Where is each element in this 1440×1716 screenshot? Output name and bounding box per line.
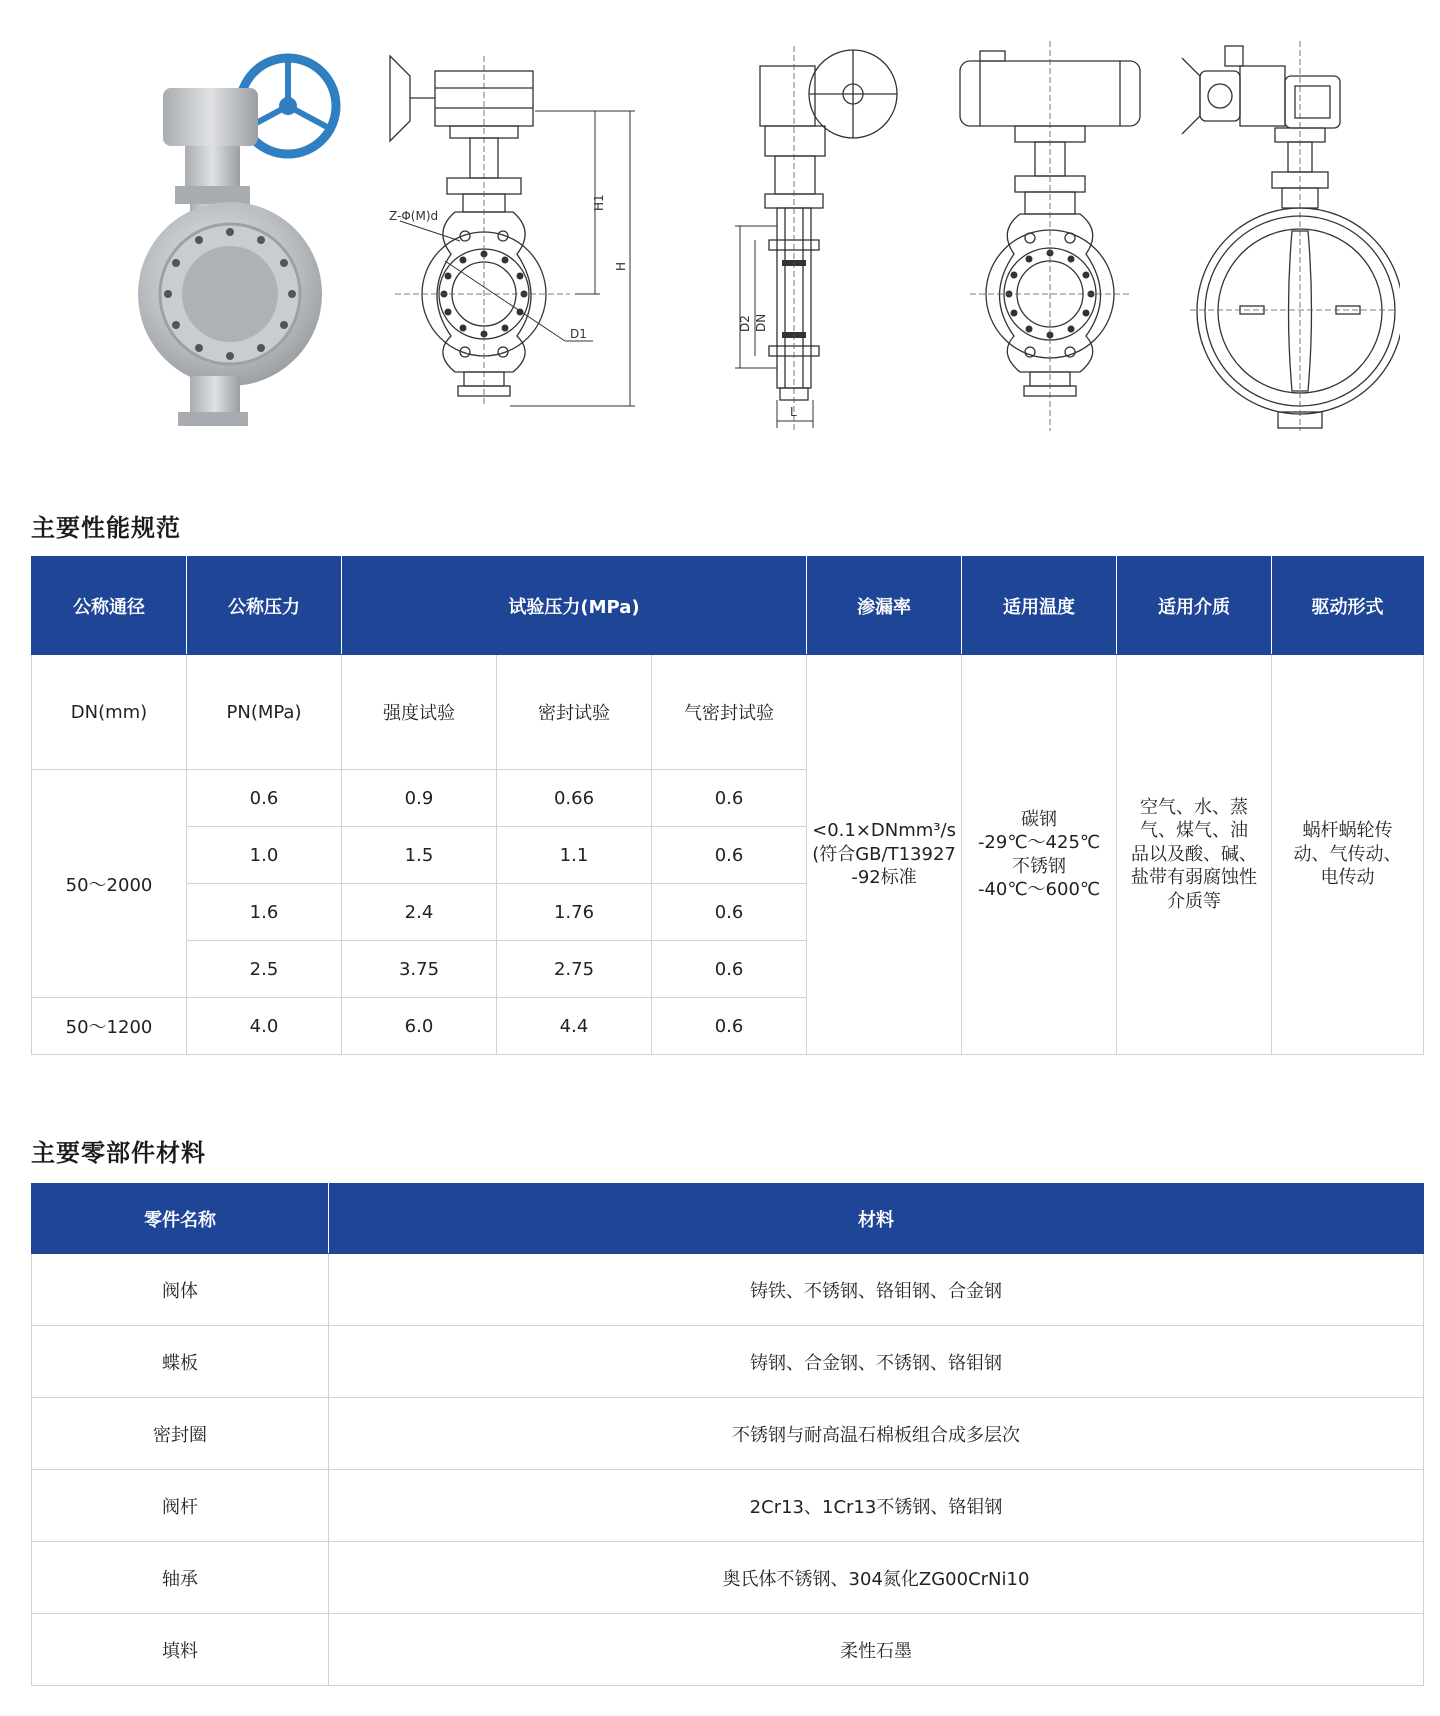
strength-cell: 1.5 [342, 827, 497, 884]
material-cell: 柔性石墨 [329, 1614, 1424, 1686]
table-row [32, 1470, 1424, 1542]
performance-table [31, 556, 1424, 1055]
header-test-pressure: 试验压力(MPa) [342, 557, 807, 655]
air-seal-cell: 0.6 [652, 884, 807, 941]
media-line-2: 气、煤气、油 [1140, 820, 1249, 842]
side-section-drawing [735, 36, 910, 436]
part-name-cell: 填料 [32, 1614, 329, 1686]
air-seal-cell: 0.6 [652, 770, 807, 827]
part-name-cell: 阀体 [32, 1254, 329, 1326]
header-part-name: 零件名称 [32, 1184, 329, 1254]
strength-cell: 6.0 [342, 998, 497, 1055]
seal-cell: 4.4 [497, 998, 652, 1055]
air-seal-cell: 0.6 [652, 998, 807, 1055]
subheader-strength: 强度试验 [342, 655, 497, 770]
table-row [32, 1398, 1424, 1470]
pn-cell: 2.5 [187, 941, 342, 998]
temperature-cell [962, 655, 1117, 1055]
table-row [32, 1326, 1424, 1398]
subheader-air-seal: 气密封试验 [652, 655, 807, 770]
strength-cell: 0.9 [342, 770, 497, 827]
material-cell: 铸铁、不锈钢、铬钼钢、合金钢 [329, 1254, 1424, 1326]
dim-label-h1: H1 [592, 194, 606, 211]
drive-line-3: 电传动 [1320, 867, 1375, 889]
temp-line-2: -29℃～425℃ [977, 832, 1101, 854]
seal-cell: 0.66 [497, 770, 652, 827]
dim-label-d2: D2 [738, 315, 752, 332]
subheader-pn: PN(MPa) [187, 655, 342, 770]
part-name-cell: 密封圈 [32, 1398, 329, 1470]
media-line-5: 介质等 [1167, 890, 1222, 912]
subheader-dn: DN(mm) [32, 655, 187, 770]
media-line-1: 空气、水、蒸 [1140, 797, 1249, 819]
dn-range-cell: 50～1200 [32, 998, 187, 1055]
pn-cell: 4.0 [187, 998, 342, 1055]
material-cell: 奥氏体不锈钢、304氮化ZG00CrNi10 [329, 1542, 1424, 1614]
subheader-seal: 密封试验 [497, 655, 652, 770]
pneumatic-actuator-drawing [950, 36, 1150, 436]
leak-line-1: <0.1×DNmm³/s [812, 820, 956, 842]
dn-range-cell: 50～2000 [32, 770, 187, 998]
temp-line-1: 碳钢 [1021, 808, 1058, 830]
part-name-cell: 阀杆 [32, 1470, 329, 1542]
dim-label-d1: D1 [570, 327, 587, 341]
dim-label-bolt: Z-Φ(M)d [389, 209, 439, 223]
materials-header-row [32, 1184, 1424, 1254]
pn-cell: 1.6 [187, 884, 342, 941]
material-cell: 不锈钢与耐高温石棉板组合成多层次 [329, 1398, 1424, 1470]
part-name-cell: 轴承 [32, 1542, 329, 1614]
material-cell: 铸钢、合金钢、不锈钢、铬钼钢 [329, 1326, 1424, 1398]
media-line-4: 盐带有弱腐蚀性 [1131, 867, 1258, 889]
pn-cell: 1.0 [187, 827, 342, 884]
material-cell: 2Cr13、1Cr13不锈钢、铬钼钢 [329, 1470, 1424, 1542]
leak-line-2: (符合GB/T13927 [812, 843, 956, 865]
header-dn: 公称通径 [32, 557, 187, 655]
leak-rate-cell [807, 655, 962, 1055]
leak-line-3: -92标准 [851, 867, 917, 889]
temp-line-3: 不锈钢 [1012, 855, 1067, 877]
header-leak-rate: 渗漏率 [807, 557, 962, 655]
header-pn: 公称压力 [187, 557, 342, 655]
pn-cell: 0.6 [187, 770, 342, 827]
seal-cell: 1.1 [497, 827, 652, 884]
drive-cell [1272, 655, 1424, 1055]
drive-line-2: 动、气传动、 [1293, 843, 1402, 865]
air-seal-cell: 0.6 [652, 941, 807, 998]
strength-cell: 2.4 [342, 884, 497, 941]
performance-header-row [32, 557, 1424, 655]
seal-cell: 1.76 [497, 884, 652, 941]
media-cell [1117, 655, 1272, 1055]
materials-section-title: 主要零部件材料 [31, 1139, 206, 1167]
media-line-3: 品以及酸、碱、 [1131, 843, 1258, 865]
performance-subheader-row [32, 655, 1424, 770]
table-row [32, 1614, 1424, 1686]
drive-line-1: 蜗杆蜗轮传 [1302, 820, 1393, 842]
valve-photo [130, 36, 345, 436]
dim-label-l: L [790, 405, 797, 419]
air-seal-cell: 0.6 [652, 827, 807, 884]
strength-cell: 3.75 [342, 941, 497, 998]
dim-label-h: H [614, 261, 628, 271]
temp-line-4: -40℃～600℃ [977, 878, 1101, 900]
table-row [32, 1542, 1424, 1614]
product-figures [130, 36, 1330, 446]
header-media: 适用介质 [1117, 557, 1272, 655]
table-row [32, 1254, 1424, 1326]
front-view-drawing [385, 36, 665, 416]
part-name-cell: 蝶板 [32, 1326, 329, 1398]
header-material: 材料 [329, 1184, 1424, 1254]
materials-table [31, 1183, 1424, 1686]
header-drive: 驱动形式 [1272, 557, 1424, 655]
electric-actuator-drawing [1180, 36, 1400, 436]
seal-cell: 2.75 [497, 941, 652, 998]
dim-label-dn: DN [754, 313, 768, 332]
header-temperature: 适用温度 [962, 557, 1117, 655]
performance-section-title: 主要性能规范 [31, 514, 181, 542]
